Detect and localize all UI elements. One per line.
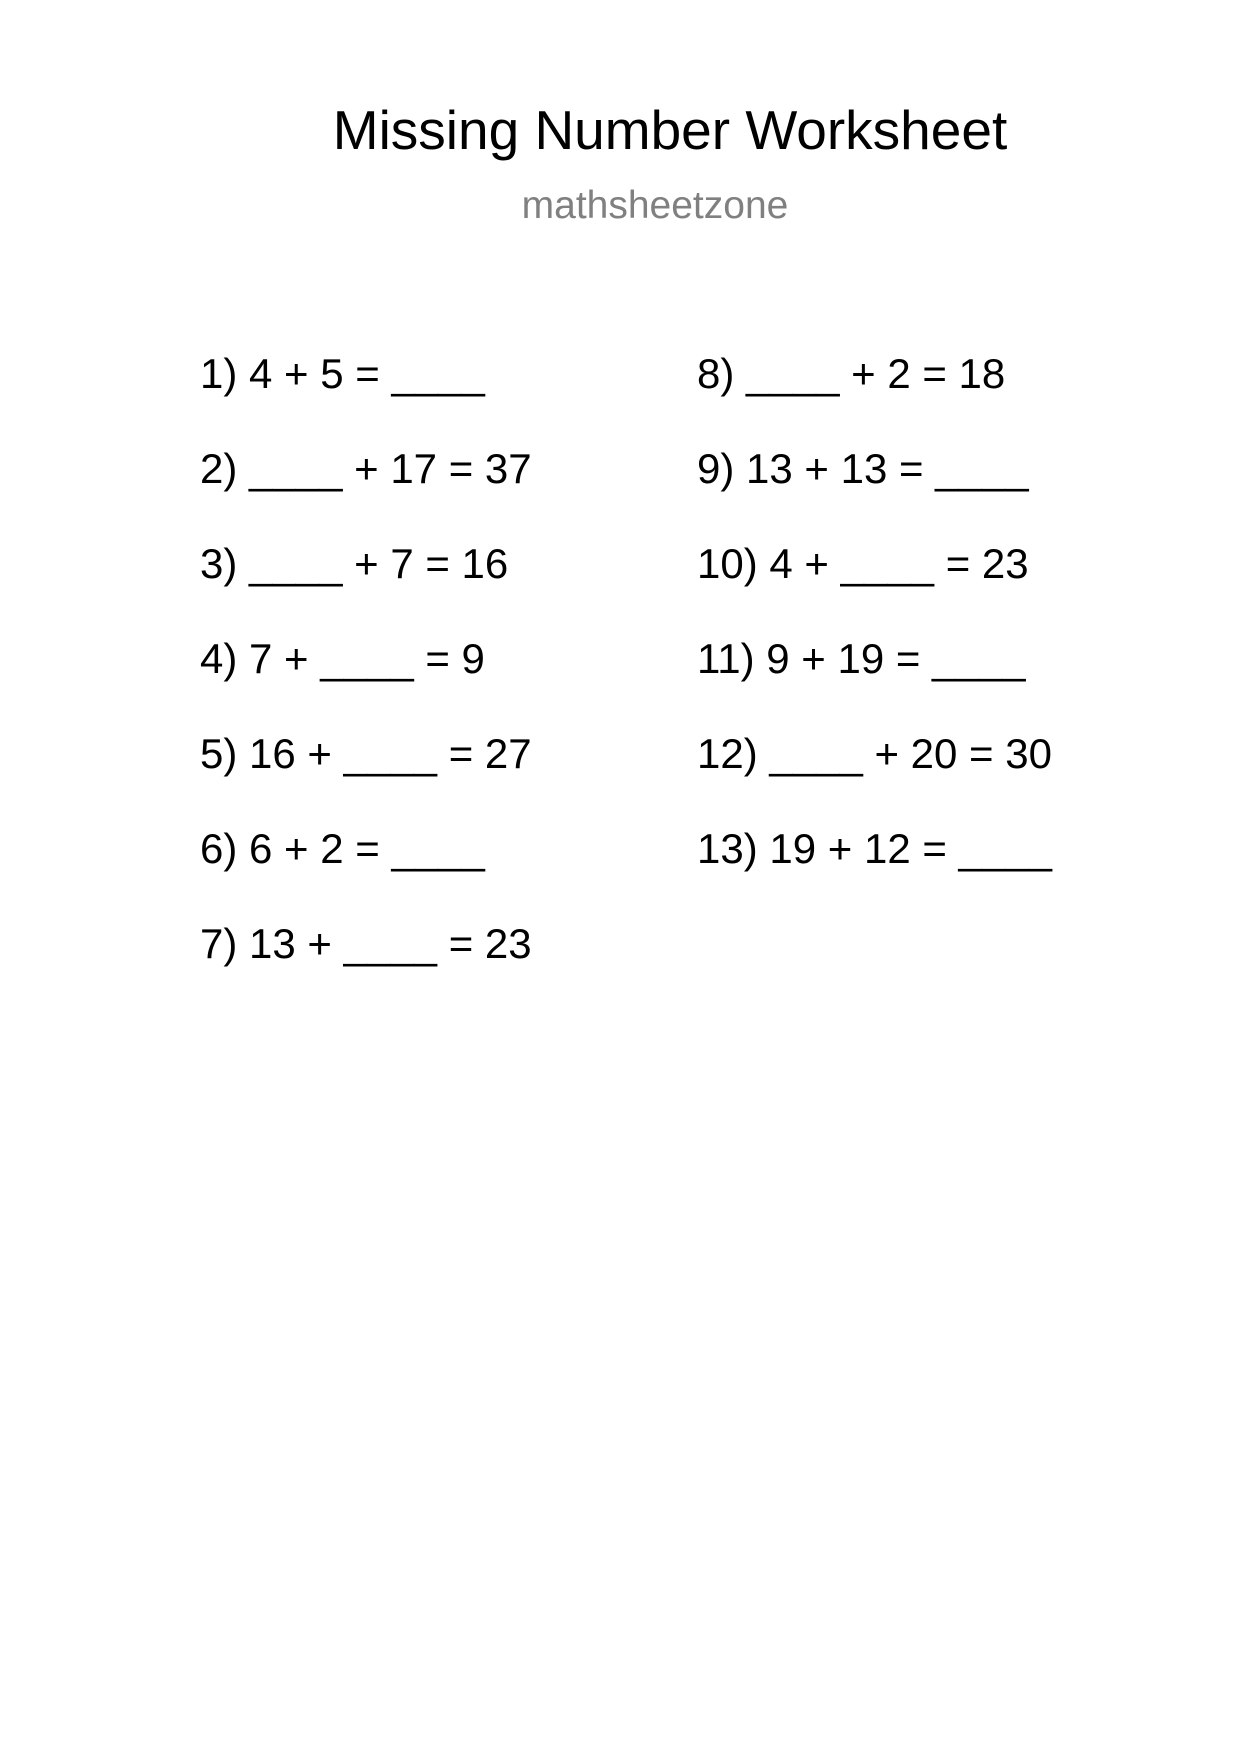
- worksheet-source: mathsheetzone: [521, 184, 789, 227]
- problem-4: 4) 7 + ____ = 9: [200, 635, 485, 682]
- problem-9: 9) 13 + 13 = ____: [697, 445, 1029, 492]
- problem-1: 1) 4 + 5 = ____: [200, 350, 485, 397]
- problem-2: 2) ____ + 17 = 37: [200, 445, 532, 492]
- worksheet-title: Missing Number Worksheet: [332, 99, 1008, 161]
- problem-6: 6) 6 + 2 = ____: [200, 825, 485, 872]
- problem-5: 5) 16 + ____ = 27: [200, 730, 532, 777]
- problem-8: 8) ____ + 2 = 18: [697, 350, 1006, 397]
- problem-3: 3) ____ + 7 = 16: [200, 540, 509, 587]
- problem-11: 11) 9 + 19 = ____: [697, 635, 1026, 682]
- problem-13: 13) 19 + 12 = ____: [697, 825, 1052, 872]
- problem-7: 7) 13 + ____ = 23: [200, 920, 532, 967]
- problem-12: 12) ____ + 20 = 30: [697, 730, 1052, 777]
- problem-10: 10) 4 + ____ = 23: [697, 540, 1029, 587]
